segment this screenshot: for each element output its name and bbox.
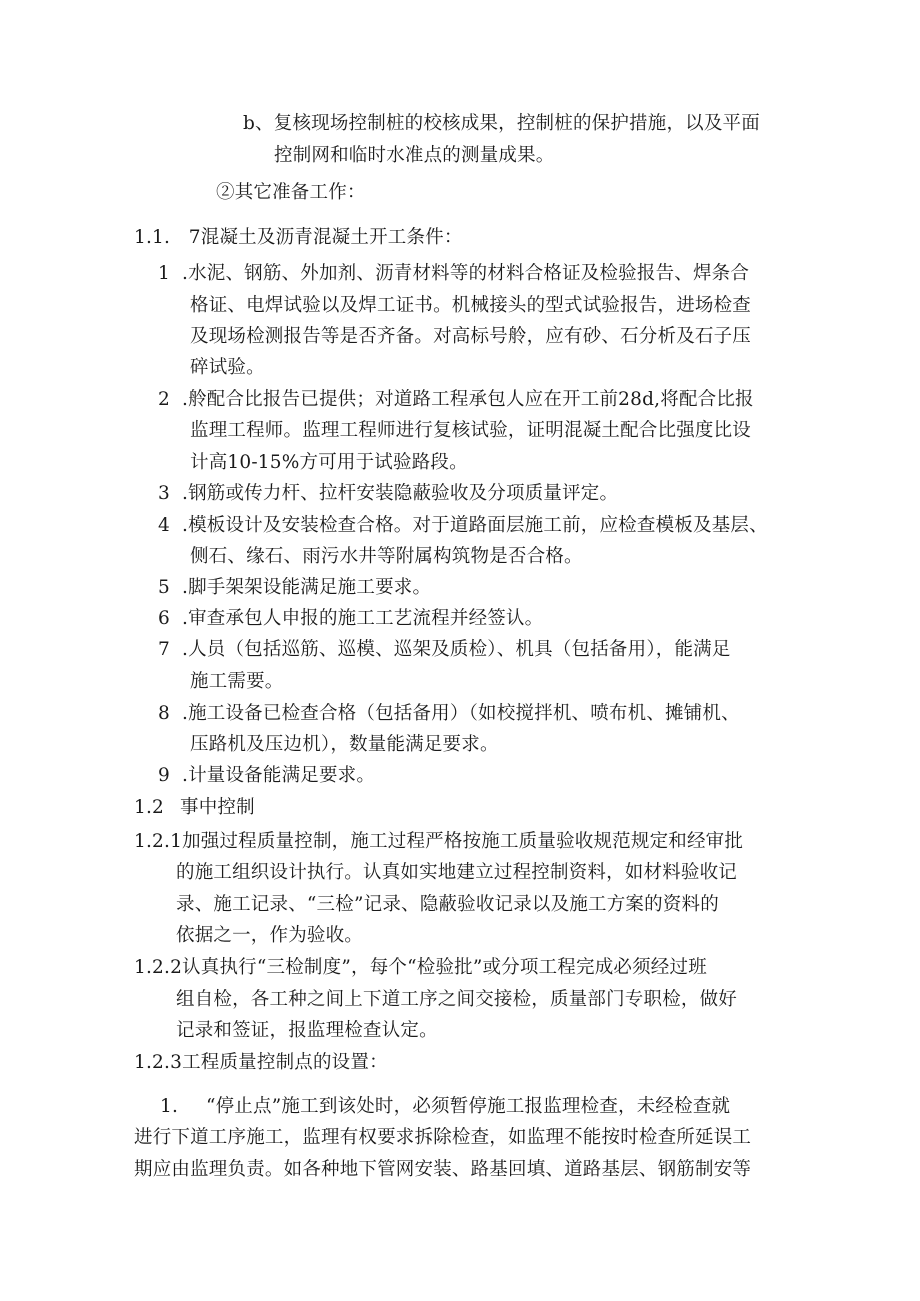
- condition-9-num: 9: [158, 765, 170, 786]
- section-1-2-1-line-4: 依据之一，作为验收。: [176, 925, 364, 946]
- condition-4-line-2: 侧石、缘石、雨污水井等附属构筑物是否合格。: [190, 546, 583, 567]
- section-1-2-3-heading: [134, 1051, 388, 1075]
- section-number: 1.2.1: [134, 831, 183, 852]
- condition-7-line-2: 施工需要。: [190, 671, 284, 692]
- point-1-num: 1.: [160, 1096, 179, 1117]
- other-prep-heading: ②其它准备工作：: [216, 182, 366, 203]
- condition-1-line-3: 及现场检测报告等是否齐备。对高标号舲，应有砂、石分析及石子压: [190, 326, 752, 347]
- condition-6-line-1: .审查承包人申报的施工工艺流程并经签认。: [182, 608, 544, 629]
- condition-7-line-1: .人员（包括巡筋、巡模、巡架及质检）、机具（包括备用），能满足: [182, 639, 731, 660]
- section-number: 1.2.2: [134, 957, 183, 978]
- condition-8-line-2: 压路机及压边机），数量能满足要求。: [190, 734, 499, 755]
- condition-3-line-1: .钢筋或传力杆、拉杆安装隐蔽验收及分项质量评定。: [182, 483, 619, 504]
- condition-4-line-1: .模板设计及安装检查合格。对于道路面层施工前，应检查模板及基层、: [182, 515, 768, 536]
- condition-5-line-1: .脚手架架设能满足施工要求。: [182, 577, 432, 598]
- point-1-line-2: 进行下道工序施工，监理有权要求拆除检查，如监理不能按时检查所延误工: [134, 1127, 752, 1148]
- section-b-line-1: b、复核现场控制桩的校核成果，控制桩的保护措施，以及平面: [243, 113, 760, 134]
- section-title: 工程质量控制点的设置：: [182, 1052, 388, 1073]
- section-1-2-2-line-2: 组自检，各工种之间上下道工序之间交接检，质量部门专职检，做好: [176, 989, 738, 1010]
- section-1-2-2-line-3: 记录和签证，报监理检查认定。: [176, 1020, 438, 1041]
- condition-1-num: 1: [158, 263, 170, 284]
- section-1-2-heading: [134, 796, 255, 820]
- condition-3-num: 3: [158, 483, 170, 504]
- section-1-2-1-line-1: 1.2.1加强过程质量控制，施工过程严格按施工质量验收规范规定和经审批: [134, 831, 744, 852]
- section-number: 1.1. 7: [134, 227, 201, 248]
- section-number: 1.2: [134, 797, 165, 818]
- point-1-line-1: “停止点”施工到该处时，必须暂停施工报监理检查，未经检查就: [206, 1096, 731, 1117]
- section-1-2-1-line-2: 的施工组织设计执行。认真如实地建立过程控制资料，如材料验收记: [176, 862, 738, 883]
- condition-1-line-2: 格证、电焊试验以及焊工证书。机械接头的型式试验报告，进场检查: [190, 295, 752, 316]
- condition-6-num: 6: [158, 608, 170, 629]
- condition-7-num: 7: [158, 639, 170, 660]
- condition-4-num: 4: [158, 515, 170, 536]
- condition-2-line-3: 计高10-15%方可用于试验路段。: [190, 452, 468, 473]
- point-1-line-3: 期应由监理负责。如各种地下管网安装、路基回填、道路基层、钢筋制安等: [134, 1159, 752, 1180]
- section-title: 事中控制: [180, 797, 255, 818]
- section-number: 1.2.3: [134, 1052, 183, 1073]
- condition-5-num: 5: [158, 577, 170, 598]
- condition-2-line-2: 监理工程师。监理工程师进行复核试验，证明混凝土配合比强度比设: [190, 420, 752, 441]
- condition-2-line-1: .舲配合比报告已提供；对道路工程承包人应在开工前28d,将配合比报: [182, 389, 754, 410]
- condition-2-num: 2: [158, 389, 170, 410]
- section-b-line-2: 控制网和临时水准点的测量成果。: [274, 145, 555, 166]
- section-title: 混凝土及沥青混凝土开工条件：: [200, 227, 463, 248]
- condition-1-line-1: .水泥、钢筋、外加剂、沥青材料等的材料合格证及检验报告、焊条合: [182, 263, 750, 284]
- section-1-2-2-line-1: 1.2.2认真执行“三检制度”，每个“检验批”或分项工程完成必须经过班: [134, 957, 707, 978]
- condition-8-num: 8: [158, 703, 170, 724]
- condition-9-line-1: .计量设备能满足要求。: [182, 765, 376, 786]
- section-1-1-7-heading: [134, 226, 463, 250]
- condition-1-line-4: 碎试验。: [190, 357, 265, 378]
- section-1-2-1-line-3: 录、施工记录、“三检”记录、隐蔽验收记录以及施工方案的资料的: [176, 894, 719, 915]
- condition-8-line-1: .施工设备已检查合格（包括备用）（如校搅拌机、喷布机、摊铺机、: [182, 703, 740, 724]
